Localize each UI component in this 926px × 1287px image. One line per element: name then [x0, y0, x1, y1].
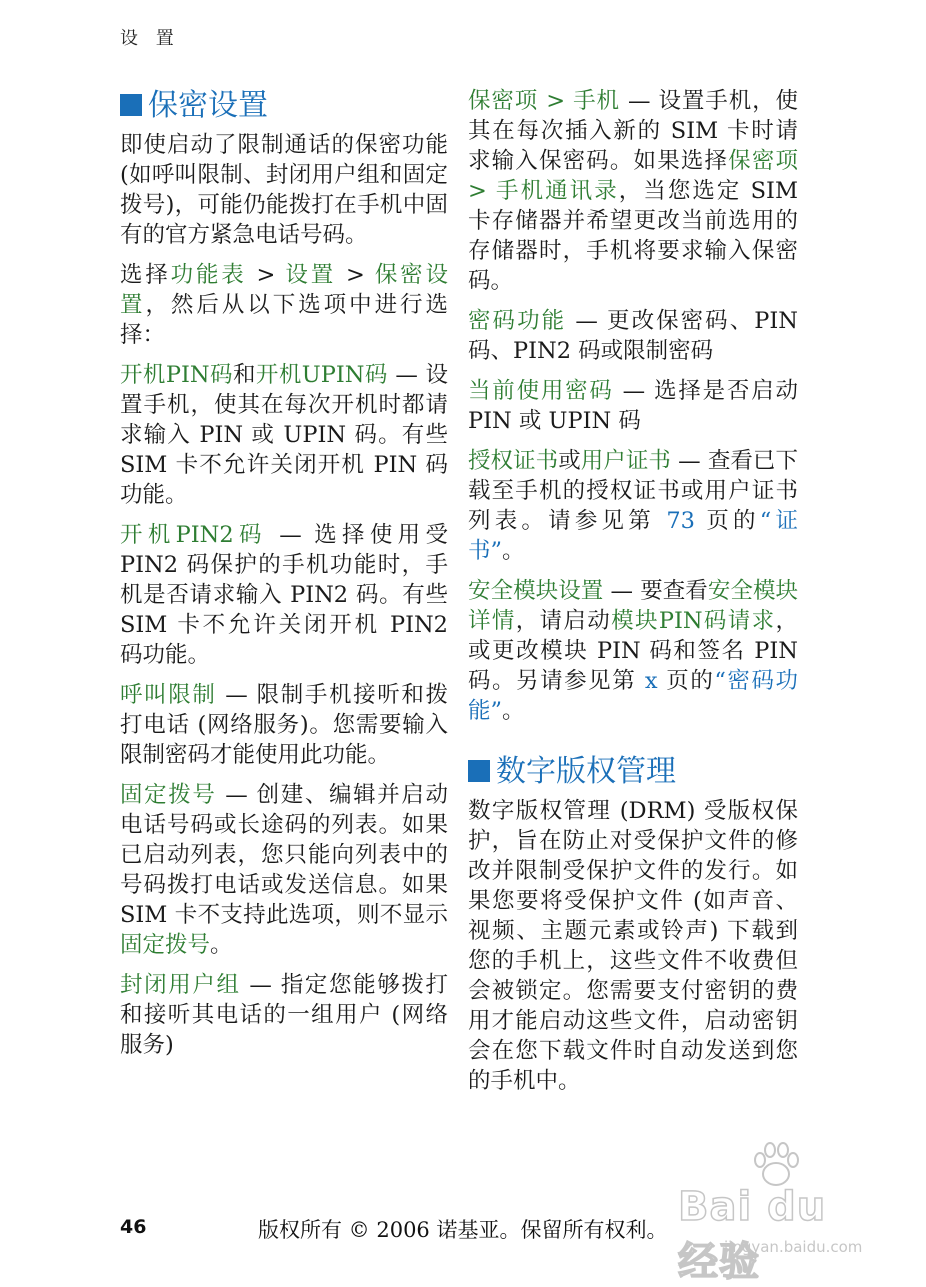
pin2-option: 开机PIN2码 — 选择使用受 PIN2 码保护的手机功能时，手机是否请求输入 PIN2 码。有些 SIM 卡不允许关闭开机 PIN2 码功能。 [120, 522, 448, 668]
copyright-notice: 版权所有 © 2006 诺基亚。保留所有权利。 [258, 1218, 668, 1242]
security-phone-option: 保密项 > 手机 — 设置手机，使其在每次插入新的 SIM 卡时请求输入保密码。如果选择保密项 > 手机通讯录，当您选定 SIM 卡存储器并希望更改当前选用的存储器时，手机将要求输入保密码。 [468, 88, 798, 294]
running-header: 设 置 [120, 28, 180, 49]
left-column [120, 86, 448, 1070]
code-in-use-term: 当前使用密码 [468, 378, 614, 404]
section-heading-security: 保密设置 [120, 86, 448, 126]
access-codes-term: 密码功能 [468, 308, 567, 334]
square-bullet-icon [468, 760, 490, 782]
menu-path-paragraph: 选择功能表 > 设置 > 保密设置，然后从以下选项中进行选择： [120, 262, 448, 348]
security-module-option: 安全模块设置 — 要查看安全模块详情，请启动模块PIN码请求，或更改模块 PIN 码和签名 PIN 码。另请参见第 x 页的“密码功能”。 [468, 578, 798, 724]
baidu-watermark [658, 1140, 878, 1285]
fixed-dialing-option: 固定拨号 — 创建、编辑并启动电话号码或长途码的列表。如果已启动列表，您只能向列表中的号码拨打电话或发送信息。如果 SIM 卡不支持此选项，则不显示固定拨号。 [120, 782, 448, 958]
closed-user-group-term: 封闭用户组 [120, 972, 241, 998]
watermark-url: jingyan.baidu.com [724, 1238, 863, 1256]
right-column [468, 86, 798, 1106]
call-barring-option: 呼叫限制 — 限制手机接听和拨打电话 (网络服务)。您需要输入限制密码才能使用此功能。 [120, 682, 448, 768]
access-codes-link[interactable]: “密码功能” [468, 668, 798, 724]
page-number: 46 [120, 1216, 147, 1238]
closed-user-group-option: 封闭用户组 — 指定您能够拨打和接听其电话的一组用户 (网络服务) [120, 972, 448, 1058]
security-module-term: 安全模块设置 [468, 578, 604, 604]
paw-icon [746, 1140, 806, 1190]
user-cert-term: 用户证书 [580, 448, 671, 474]
code-in-use-option: 当前使用密码 — 选择是否启动 PIN 或 UPIN 码 [468, 378, 798, 434]
page-ref-link[interactable]: x [644, 668, 658, 694]
call-barring-term: 呼叫限制 [120, 682, 217, 708]
certificates-option: 授权证书或用户证书 — 查看已下载至手机的授权证书或用户证书列表。请参见第 73 页的“证书”。 [468, 448, 798, 564]
page-ref-link[interactable]: 73 [666, 508, 695, 534]
access-codes-option: 密码功能 — 更改保密码、PIN 码、PIN2 码或限制密码 [468, 308, 798, 364]
menu-link[interactable]: 功能表 [170, 262, 247, 288]
security-phone-term: 保密项 > 手机 [468, 88, 620, 114]
pin-option: 开机PIN码和开机UPIN码 — 设置手机，使其在每次开机时都请求输入 PIN 或 UPIN 码。有些 SIM 卡不允许关闭开机 PIN 码功能。 [120, 362, 448, 508]
security-settings-link[interactable]: 保密设置 [120, 262, 448, 318]
authority-cert-term: 授权证书 [468, 448, 559, 474]
intro-paragraph: 即使启动了限制通话的保密功能 (如呼叫限制、封闭用户组和固定拨号)，可能仍能拨打在手机中固有的官方紧急电话号码。 [120, 132, 448, 248]
section-heading-drm: 数字版权管理 [468, 752, 798, 792]
drm-paragraph: 数字版权管理 (DRM) 受版权保护，旨在防止对受保护文件的修改并限制受保护文件的发行。如果您要将受保护文件 (如声音、视频、主题元素或铃声) 下载到您的手机上，这些文件不收费但会被锁定。您需要支付密钥的费用才能启动这些文件，启动密钥会在您下载文件时自动发送到您的手机中。 [468, 798, 798, 1094]
watermark-logo-text: Bai du 经验 [678, 1184, 827, 1285]
pin-term: 开机PIN码 [120, 362, 233, 388]
certificates-link[interactable]: “证书” [468, 508, 798, 564]
upin-term: 开机UPIN码 [255, 362, 388, 388]
pin2-term: 开机PIN2码 [120, 522, 267, 548]
square-bullet-icon [120, 94, 142, 116]
fixed-dialing-term: 固定拨号 [120, 782, 217, 808]
settings-link[interactable]: 设置 [285, 262, 337, 288]
